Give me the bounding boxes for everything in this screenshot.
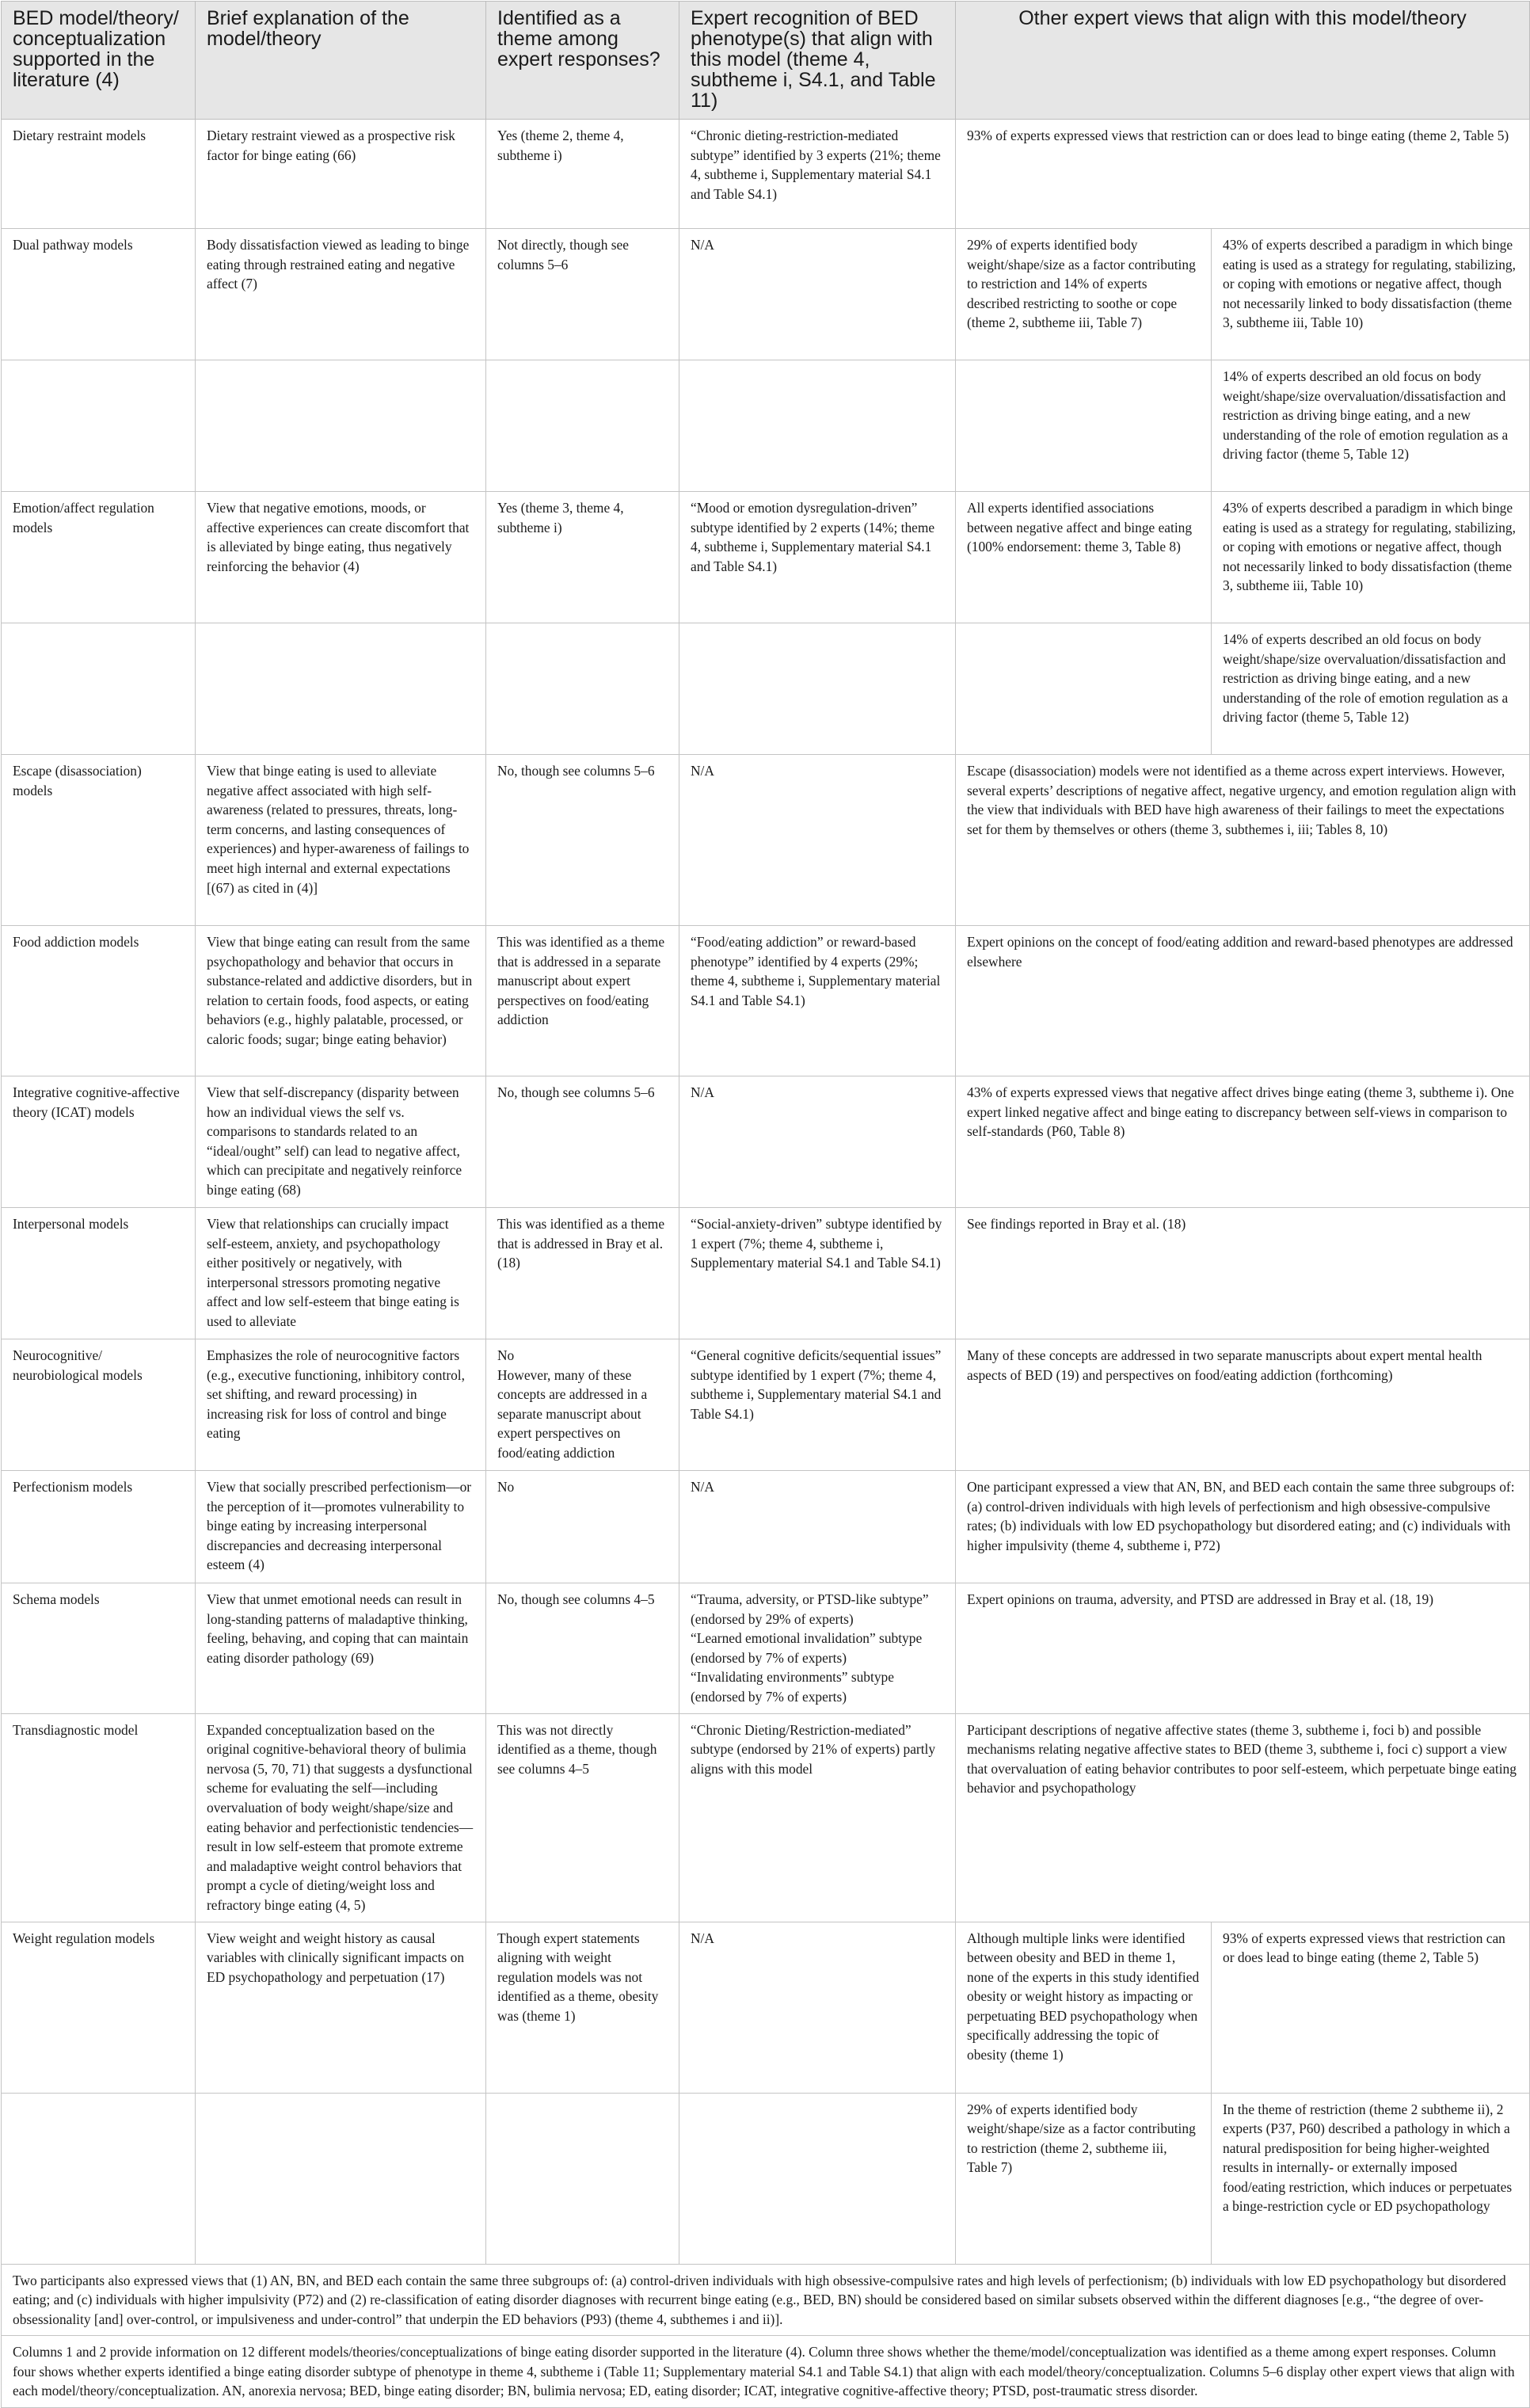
cell-other: 29% of experts identified body weight/shape/size as a factor contributing to restriction (theme 2, subtheme iii, Table 7) [956,2093,1212,2264]
cell-phenotype: N/A [679,1076,956,1208]
cell-model: Food addiction models [2,926,196,1076]
cell-model: Perfectionism models [2,1471,196,1583]
cell-other: Participant descriptions of negative affective states (theme 3, subtheme i, foci b) and possible mechanisms relating negative affective states to BED (theme 3, subtheme i, foci c) support a view that overvaluation of eating behavior contributes to poor self-esteem, which perpetuate binge eating behavior and psychopathology [956,1713,1530,1922]
cell-other: 93% of experts expressed views that restriction can or does lead to binge eating (theme 2, Table 5) [956,120,1530,229]
cell-other: See findings reported in Bray et al. (18) [956,1208,1530,1339]
table-row [2,1208,1530,1339]
cell-other: All experts identified associations between negative affect and binge eating (100% endorsement: theme 3, Table 8) [956,492,1212,623]
cell-explanation: View that negative emotions, moods, or affective experiences can create discomfort that is alleviated by binge eating, thus negatively reinforcing the behavior (4) [196,492,486,623]
cell-other: 43% of experts described a paradigm in which binge eating is used as a strategy for regulating, stabilizing, or coping with emotions or negative affect, though not necessarily linked to body dissatisfaction (theme 3, subtheme iii, Table 10) [1212,229,1530,360]
cell-theme: Yes (theme 2, theme 4, subtheme i) [486,120,679,229]
table-row [2,120,1530,229]
cell-theme: This was identified as a theme that is addressed in Bray et al. (18) [486,1208,679,1339]
cell-explanation: View that binge eating can result from the same psychopathology and behavior that occurs in substance-related and addictive disorders, but in relation to certain foods, food aspects, or eating behaviors (e.g., highly palatable, processed, or caloric foods; sugar; binge eating behavior) [196,926,486,1076]
table-row [2,1583,1530,1714]
cell-model: Interpersonal models [2,1208,196,1339]
table-row [2,755,1530,926]
cell-other: Expert opinions on trauma, adversity, and PTSD are addressed in Bray et al. (18, 19) [956,1583,1530,1714]
cell-explanation: Dietary restraint viewed as a prospective risk factor for binge eating (66) [196,120,486,229]
table-row [2,623,1530,755]
table-row [2,926,1530,1076]
cell-phenotype: N/A [679,755,956,926]
cell-explanation: Emphasizes the role of neurocognitive factors (e.g., executive functioning, inhibitory control, set shifting, and reward processing) in increasing risk for loss of control and binge eating [196,1339,486,1471]
bed-models-table [1,1,1530,2408]
cell-other: 14% of experts described an old focus on body weight/shape/size overvaluation/dissatisfaction and restriction as driving binge eating, and a new understanding of the role of emotion regulation as a driving factor (theme 5, Table 12) [1212,623,1530,755]
cell-theme: No, though see columns 5–6 [486,755,679,926]
cell-theme: This was not directly identified as a theme, though see columns 4–5 [486,1713,679,1922]
cell-theme: No, though see columns 5–6 [486,1076,679,1208]
cell-phenotype: N/A [679,1471,956,1583]
cell-explanation: View that socially prescribed perfectionism—or the perception of it—promotes vulnerability to binge eating by increasing interpersonal discrepancies and decreasing interpersonal esteem (4) [196,1471,486,1583]
cell-explanation: View that binge eating is used to alleviate negative affect associated with high self-awareness (related to pressures, threats, long-term concerns, and lasting consequences of experiences) and hyper-awareness of failings to meet high internal and external expectations [(67) as cited in (4)] [196,755,486,926]
cell-theme: Yes (theme 3, theme 4, subtheme i) [486,492,679,623]
table-note: Two participants also expressed views that (1) AN, BN, and BED each contain the same three subgroups of: (a) control-driven individuals with high obsessive-compulsive rates and high levels of perfectionism; (b) individuals with low ED psychopathology but disordered eating; and (c) individuals with higher impulsivity (P72) and (2) re-classification of eating disorder diagnoses with recurrent binge eating (e.g., BED, BN) should be considered based on similar subsets observed within the different diagnoses [e.g., “the degree of over-obsessionality [and] over-control, or impulsiveness and under-control” that underpin the ED behaviors (P93) (theme 4, subthemes i and ii)]. [2,2264,1530,2336]
cell-theme: Though expert statements aligning with weight regulation models was not identified as a theme, obesity was (theme 1) [486,1922,679,2093]
header-phenotype: Expert recognition of BED phenotype(s) that align with this model (theme 4, subtheme i, S4.1, and Table 11) [679,2,956,120]
cell-explanation: View that relationships can crucially impact self-esteem, anxiety, and psychopathology either positively or negatively, with interpersonal stressors promoting negative affect and low self-esteem that binge eating is used to alleviate [196,1208,486,1339]
cell-other: Many of these concepts are addressed in two separate manuscripts about expert mental health aspects of BED (19) and perspectives on food/eating addiction (forthcoming) [956,1339,1530,1471]
cell-explanation: View that self-discrepancy (disparity between how an individual views the self vs. comparisons to standards related to an “ideal/ought” self) can lead to negative affect, which can precipitate and negatively reinforce binge eating (68) [196,1076,486,1208]
cell-other: One participant expressed a view that AN, BN, and BED each contain the same three subgroups of: (a) control-driven individuals with high levels of perfectionism and high obsessive-compulsive rates; (b) individuals with low ED psychopathology but disordered eating; and (c) individuals with higher impulsivity (theme 4, subtheme i, P72) [956,1471,1530,1583]
table-note-row [2,2264,1530,2336]
cell-phenotype: “Chronic dieting-restriction-mediated subtype” identified by 3 experts (21%; theme 4, subtheme i, Supplementary material S4.1 and Table S4.1) [679,120,956,229]
cell-model: Dual pathway models [2,229,196,360]
cell-other: 29% of experts identified body weight/shape/size as a factor contributing to restriction and 14% of experts described restricting to soothe or cope (theme 2, subtheme iii, Table 7) [956,229,1212,360]
cell-theme-line: No [497,1347,515,1363]
table-row [2,1471,1530,1583]
header-explanation: Brief explanation of the model/theory [196,2,486,120]
cell-model: Transdiagnostic model [2,1713,196,1922]
cell-model: Integrative cognitive-affective theory (ICAT) models [2,1076,196,1208]
cell-explanation: View weight and weight history as causal variables with clinically significant impacts on ED psychopathology and perpetuation (17) [196,1922,486,2093]
cell-phenotype: “Mood or emotion dysregulation-driven” subtype identified by 2 experts (14%; theme 4, subtheme i, Supplementary material S4.1 and Table S4.1) [679,492,956,623]
cell-model: Dietary restraint models [2,120,196,229]
cell-phenotype: N/A [679,1922,956,2093]
cell-theme: No [486,1471,679,1583]
header-model: BED model/theory/ conceptualization supported in the literature (4) [2,2,196,120]
cell-phenotype: “Social-anxiety-driven” subtype identified by 1 expert (7%; theme 4, subtheme i, Supplementary material S4.1 and Table S4.1) [679,1208,956,1339]
table-row [2,229,1530,360]
cell-phenotype: “Chronic Dieting/Restriction-mediated” subtype (endorsed by 21% of experts) partly aligns with this model [679,1713,956,1922]
cell-other: 43% of experts expressed views that negative affect drives binge eating (theme 3, subtheme i). One expert linked negative affect and binge eating to discrepancy between self-views in comparison to self-standards (P60, Table 8) [956,1076,1530,1208]
table-row [2,492,1530,623]
table-row [2,1076,1530,1208]
cell-theme: No, though see columns 4–5 [486,1583,679,1714]
cell-model: Emotion/affect regulation models [2,492,196,623]
header-row [2,2,1530,120]
cell-phenotype [679,1583,956,1714]
table-row [2,1339,1530,1471]
cell-other: Although multiple links were identified between obesity and BED in theme 1, none of the experts in this study identified obesity or weight history as impacting or perpetuating BED psychopathology when specifically addressing the topic of obesity (theme 1) [956,1922,1212,2093]
cell-other: In the theme of restriction (theme 2 subtheme ii), 2 experts (P37, P60) described a pathology in which a natural predisposition for being higher-weighted results in internally- or externally imposed food/eating restriction, which induces or perpetuates a binge-restriction cycle or ED psychopathology [1212,2093,1530,2264]
cell-model: Schema models [2,1583,196,1714]
cell-theme: Not directly, though see columns 5–6 [486,229,679,360]
cell-other: 93% of experts expressed views that restriction can or does lead to binge eating (theme 2, Table 5) [1212,1922,1530,2093]
cell-other: Expert opinions on the concept of food/eating addition and reward-based phenotypes are addressed elsewhere [956,926,1530,1076]
cell-model: Escape (disassociation) models [2,755,196,926]
cell-phenotype: N/A [679,229,956,360]
cell-model: Weight regulation models [2,1922,196,2093]
header-other-views: Other expert views that align with this model/theory [956,2,1530,120]
header-theme: Identified as a theme among expert responses? [486,2,679,120]
cell-other: 14% of experts described an old focus on body weight/shape/size overvaluation/dissatisfaction and restriction as driving binge eating, and a new understanding of the role of emotion regulation as a driving factor (theme 5, Table 12) [1212,360,1530,492]
cell-theme: This was identified as a theme that is addressed in a separate manuscript about expert perspectives on food/eating addiction [486,926,679,1076]
table-row [2,1713,1530,1922]
table-row [2,1922,1530,2093]
cell-model: Neurocognitive/ neurobiological models [2,1339,196,1471]
cell-phenotype-line: “Learned emotional invalidation” subtype (endorsed by 7% of experts) [691,1630,923,1666]
table-row [2,360,1530,492]
cell-explanation: View that unmet emotional needs can result in long-standing patterns of maladaptive thinking, feeling, behaving, and coping that can maintain eating disorder pathology (69) [196,1583,486,1714]
table-footnote: Columns 1 and 2 provide information on 12 different models/theories/conceptualizations of binge eating disorder supported in the literature (4). Column three shows whether the theme/model/conceptualization was identified as a theme among expert responses. Column four shows whether experts identified a binge eating disorder subtype of phenotype in theme 4, subtheme i (Table 11; Supplementary material S4.1 and Table S4.1) that align with each model/theory/conceptualization. Columns 5–6 display other expert views that align with each model/theory/conceptualization. AN, anorexia nervosa; BED, binge eating disorder; BN, bulimia nervosa; ED, eating disorder; ICAT, integrative cognitive-affective theory; PTSD, post-traumatic stress disorder. [2,2336,1530,2408]
table-row [2,2093,1530,2264]
cell-phenotype-line: “Invalidating environments” subtype (endorsed by 7% of experts) [691,1669,894,1705]
cell-phenotype-line: “Trauma, adversity, or PTSD-like subtype” (endorsed by 29% of experts) [691,1591,929,1627]
cell-theme-line: However, many of these concepts are addressed in a separate manuscript about expert perspectives on food/eating addiction [497,1366,648,1461]
cell-explanation: Expanded conceptualization based on the original cognitive-behavioral theory of bulimia nervosa (5, 70, 71) that suggests a dysfunctional scheme for evaluating the self—including overvaluation of body weight/shape/size and eating behavior and perfectionistic tendencies—result in low self-esteem that promote extreme and maladaptive weight control behaviors that prompt a cycle of dieting/weight loss and refractory binge eating (4, 5) [196,1713,486,1922]
cell-other: Escape (disassociation) models were not identified as a theme across expert interviews. However, several experts’ descriptions of negative affect, negative urgency, and emotion regulation align with the view that individuals with BED have high awareness of their failings to meet the expectations set for them by themselves or others (theme 3, subthemes i, iii; Tables 8, 10) [956,755,1530,926]
table-footnote-row [2,2336,1530,2408]
cell-phenotype: “General cognitive deficits/sequential issues” subtype identified by 1 expert (7%; theme 4, subtheme i, Supplementary material S4.1 and Table S4.1) [679,1339,956,1471]
cell-other: 43% of experts described a paradigm in which binge eating is used as a strategy for regulating, stabilizing, or coping with emotions or negative affect, though not necessarily linked to body dissatisfaction (theme 3, subtheme iii, Table 10) [1212,492,1530,623]
cell-theme [486,1339,679,1471]
cell-phenotype: “Food/eating addiction” or reward-based phenotype” identified by 4 experts (29%; theme 4, subtheme i, Supplementary material S4.1 and Table S4.1) [679,926,956,1076]
cell-explanation: Body dissatisfaction viewed as leading to binge eating through restrained eating and negative affect (7) [196,229,486,360]
